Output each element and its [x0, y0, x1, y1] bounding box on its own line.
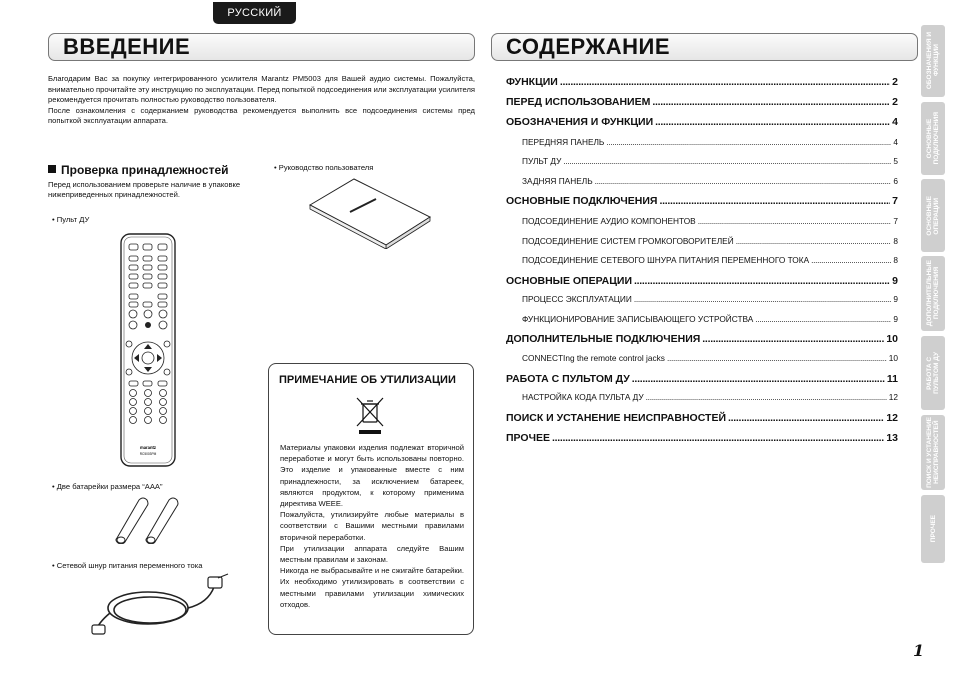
remote-control-illustration	[119, 232, 177, 468]
side-tab-label: ОБОЗНАЧЕНИЯ И ФУНКЦИИ	[926, 32, 940, 90]
toc-entry-label: ЗАДНЯЯ ПАНЕЛЬ	[522, 176, 593, 186]
language-tab: РУССКИЙ	[213, 2, 296, 24]
toc-entry-label: ОСНОВНЫЕ ОПЕРАЦИИ	[506, 275, 633, 287]
toc-entry-label: ПРОЧЕЕ	[506, 432, 550, 444]
toc-dot-leader	[595, 176, 892, 186]
toc-entry-page: 8	[893, 236, 898, 246]
toc-entry[interactable]	[506, 76, 898, 88]
toc-entry-page: 10	[886, 333, 898, 345]
accessories-text: Перед использованием проверьте наличие в упаковке нижеприведенных принадлежностей.	[48, 180, 241, 199]
side-tab[interactable]	[921, 25, 945, 97]
disposal-paragraph: Пожалуйста, утилизируйте любые материалы в соответствии с Вашими местными правилами вторичной переработки.	[280, 510, 464, 542]
toc-dot-leader	[667, 353, 887, 363]
toc-entry-page: 9	[892, 275, 898, 287]
toc-entry[interactable]	[506, 333, 898, 345]
toc-entry[interactable]	[506, 195, 898, 207]
toc-entry-page: 4	[892, 116, 898, 128]
toc-entry-label: ОСНОВНЫЕ ПОДКЛЮЧЕНИЯ	[506, 195, 658, 207]
toc-dot-leader	[646, 392, 887, 402]
toc-entry[interactable]	[506, 236, 898, 246]
accessories-heading-text: Проверка принадлежностей	[61, 163, 229, 177]
manual-booklet-illustration	[306, 177, 434, 249]
toc-entry-page: 5	[893, 156, 898, 166]
toc-entry[interactable]	[506, 255, 898, 265]
remote-brand-label: marantz	[139, 445, 157, 450]
disposal-note-text	[280, 442, 464, 610]
toc-dot-leader	[560, 76, 890, 88]
toc-entry[interactable]	[506, 353, 898, 363]
toc-entry-page: 2	[892, 96, 898, 108]
toc-entry-label: CONNECTIng the remote control jacks	[522, 353, 665, 363]
toc-entry[interactable]	[506, 314, 898, 324]
toc-title: СОДЕРЖАНИЕ	[506, 34, 671, 59]
toc-dot-leader	[698, 216, 892, 226]
toc-entry-page: 2	[892, 76, 898, 88]
remote-model-label: RC5003PM	[139, 452, 157, 456]
disposal-paragraph: При утилизации аппарата следуйте Вашим местным правилам и законам.	[280, 543, 464, 565]
side-tab[interactable]	[921, 495, 945, 563]
side-tab-label: ПОИСК И УСТАНЕНИЕ НЕИСПРАВНОСТЕЙ	[926, 417, 940, 488]
toc-dot-leader	[811, 255, 891, 265]
side-tab-label: ДОПОЛНИТЕЛЬНЫЕ ПОДКЛЮЧЕНИЯ	[926, 260, 940, 327]
toc-entry[interactable]	[506, 116, 898, 128]
toc-entry-label: РАБОТА С ПУЛЬТОМ ДУ	[506, 373, 630, 385]
toc-entry-label: ПЕРЕДНЯЯ ПАНЕЛЬ	[522, 137, 605, 147]
toc-dot-leader	[652, 96, 890, 108]
toc-entry[interactable]	[506, 294, 898, 304]
disposal-note-box	[268, 363, 474, 635]
accessories-heading	[48, 163, 229, 177]
toc-entry[interactable]	[506, 392, 898, 402]
toc-entry-label: ФУНКЦИИ	[506, 76, 558, 88]
batteries-illustration	[107, 494, 187, 544]
side-tab[interactable]	[921, 415, 945, 490]
toc-dot-leader	[728, 412, 884, 424]
toc-entry-label: ПОДСОЕДИНЕНИЕ СИСТЕМ ГРОМКОГОВОРИТЕЛЕЙ	[522, 236, 734, 246]
intro-text	[48, 74, 475, 127]
side-tab[interactable]	[921, 102, 945, 175]
toc-dot-leader	[655, 116, 890, 128]
item-remote: • Пульт ДУ	[52, 215, 90, 224]
toc-entry[interactable]	[506, 432, 898, 444]
toc-entry-page: 6	[893, 176, 898, 186]
intro-header	[48, 33, 475, 61]
toc-header	[491, 33, 918, 61]
side-tab-label: РАБОТА С ПУЛЬТОМ ДУ	[926, 352, 940, 394]
toc-dot-leader	[634, 275, 890, 287]
toc-entry-label: ПОИСК И УСТАНЕНИЕ НЕИСПРАВНОСТЕЙ	[506, 412, 727, 424]
toc-entry[interactable]	[506, 412, 898, 424]
item-power-cord: • Сетевой шнур питания переменного тока	[52, 561, 203, 570]
side-tab[interactable]	[921, 179, 945, 252]
toc-dot-leader	[606, 137, 891, 147]
side-tab-label: ОСНОВНЫЕ ПОДКЛЮЧЕНИЯ	[926, 112, 940, 165]
toc-dot-leader	[659, 195, 890, 207]
toc-entry-page: 7	[893, 216, 898, 226]
side-tab[interactable]	[921, 256, 945, 331]
toc-entry-label: ПЕРЕД ИСПОЛЬЗОВАНИЕМ	[506, 96, 651, 108]
toc-entry-label: ПУЛЬТ ДУ	[522, 156, 562, 166]
side-tab-label: ПРОЧЕЕ	[929, 515, 937, 543]
toc-entry-page: 11	[886, 373, 898, 385]
toc-entry-label: НАСТРОЙКА КОДА ПУЛЬТА ДУ	[522, 392, 644, 402]
toc-entry[interactable]	[506, 156, 898, 166]
toc-entry-page: 12	[888, 392, 898, 402]
toc-entry-page: 13	[886, 432, 898, 444]
intro-title: ВВЕДЕНИЕ	[63, 34, 191, 59]
item-batteries: • Две батарейки размера “AAA”	[52, 482, 163, 491]
intro-paragraph: После ознакомления с содержанием руководства рекомендуется выполнить все подсоединения системы пред попыткой эксплуатации аппарата.	[48, 105, 475, 125]
side-tab-label: ОСНОВНЫЕ ОПЕРАЦИИ	[926, 195, 940, 236]
toc-entry-label: ФУНКЦИОНИРОВАНИЕ ЗАПИСЫВАЮЩЕГО УСТРОЙСТВА	[522, 314, 754, 324]
toc-entry-page: 12	[886, 412, 898, 424]
toc-entry-label: ПОДСОЕДИНЕНИЕ АУДИО КОМПОНЕНТОВ	[522, 216, 696, 226]
power-cord-illustration	[88, 573, 238, 635]
toc-dot-leader	[552, 432, 884, 444]
toc-entry-label: ПРОЦЕСС ЭКСПЛУАТАЦИИ	[522, 294, 632, 304]
toc-dot-leader	[563, 156, 891, 166]
toc-entry-label: ПОДСОЕДИНЕНИЕ СЕТЕВОГО ШНУРА ПИТАНИЯ ПЕРЕМЕННОГО ТОКА	[522, 255, 810, 265]
disposal-paragraph: Материалы упаковки изделия подлежат вторичной переработке и могут быть использованы повторно. Это изделие и упакованные вместе с ним принадлежности, за исключением батареек, являются продуктом, к которому применима директива WEEE.	[280, 443, 464, 509]
disposal-note-title: ПРИМЕЧАНИЕ ОБ УТИЛИЗАЦИИ	[279, 374, 456, 386]
page-number: 1	[913, 641, 925, 660]
toc-entry-page: 8	[893, 255, 898, 265]
toc-entry[interactable]	[506, 216, 898, 226]
toc-entry-page: 10	[888, 353, 898, 363]
toc-entry-page: 4	[893, 137, 898, 147]
toc-dot-leader	[634, 294, 892, 304]
toc-entry[interactable]	[506, 96, 898, 108]
toc-entry-page: 7	[892, 195, 898, 207]
disposal-paragraph: Никогда не выбрасывайте и не сжигайте батарейки. Их необходимо утилизировать в соответствии с местными правилами утилизации химических отходов.	[280, 566, 464, 609]
toc-entry-page: 9	[893, 314, 898, 324]
toc-entry-page: 9	[893, 294, 898, 304]
toc-entry[interactable]	[506, 275, 898, 287]
toc-entry-label: ОБОЗНАЧЕНИЯ И ФУНКЦИИ	[506, 116, 654, 128]
toc-entry[interactable]	[506, 176, 898, 186]
weee-bin-icon	[355, 396, 385, 436]
toc-dot-leader	[755, 314, 891, 324]
toc-dot-leader	[702, 333, 884, 345]
toc-entry-label: ДОПОЛНИТЕЛЬНЫЕ ПОДКЛЮЧЕНИЯ	[506, 333, 701, 345]
intro-paragraph: Благодарим Вас за покупку интегрированного усилителя Marantz PM5003 для Вашей аудио системы. Пожалуйста, внимательно прочитайте эту инструкцию по эксплуатации. Перед попыткой подсоединения или эксплуатации усилителя рекомендуется прочитать полностью руководство пользователя.	[48, 74, 475, 104]
side-tab[interactable]	[921, 336, 945, 410]
toc-dot-leader	[632, 373, 885, 385]
item-manual: • Руководство пользователя	[274, 163, 374, 172]
toc-entry[interactable]	[506, 137, 898, 147]
toc-entry[interactable]	[506, 373, 898, 385]
square-bullet-icon	[48, 165, 56, 173]
toc-dot-leader	[736, 236, 892, 246]
